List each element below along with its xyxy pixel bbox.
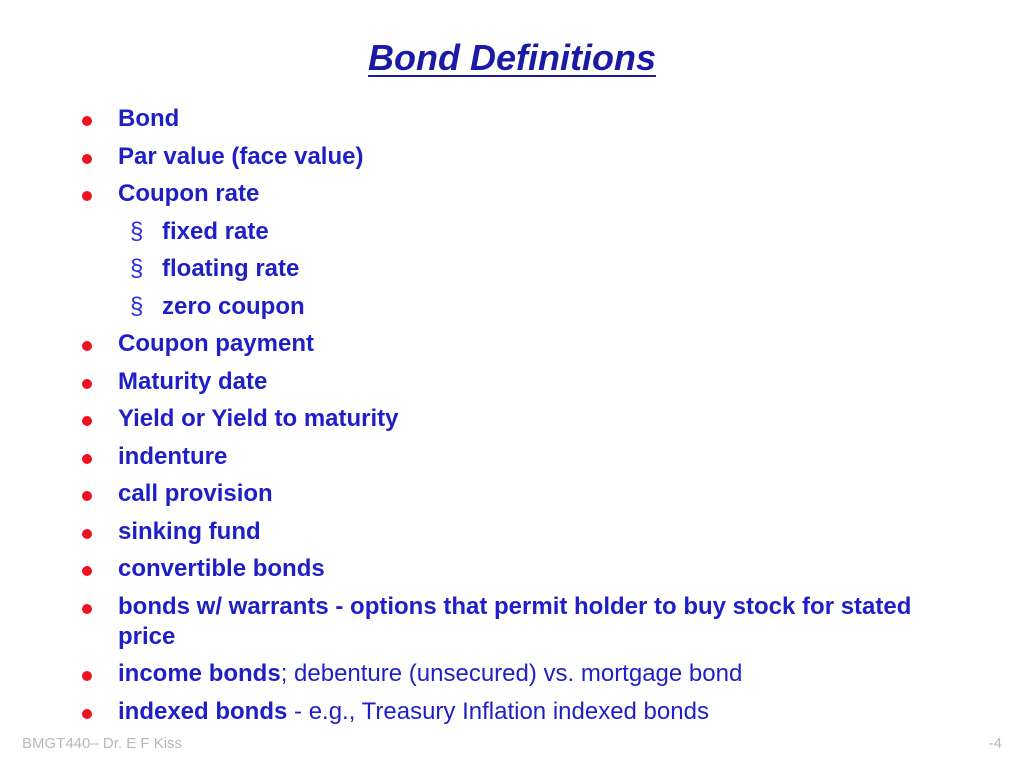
item-text: Yield or Yield to maturity: [118, 405, 399, 432]
item-text: Par value (face value): [118, 142, 364, 170]
bullet-list: [0, 104, 948, 734]
bullet-dot-icon: [82, 341, 92, 351]
item-text: floating rate: [162, 255, 300, 282]
item-text: bonds w/ warrants - options that permit holder to buy stock for stated price: [118, 592, 912, 650]
bullet-dot-icon: [82, 529, 92, 539]
item-text: call provision: [118, 480, 273, 507]
list-item-bond: [0, 104, 948, 134]
list-item-indexed-bonds: [0, 697, 948, 727]
item-text: Coupon payment: [118, 330, 314, 357]
item-text: sinking fund: [118, 517, 261, 545]
bullet-dot-icon: [82, 454, 92, 464]
item-detail: - e.g., Treasury Inflation indexed bonds: [287, 697, 709, 725]
section-bullet-icon: §: [130, 255, 144, 282]
bullet-dot-icon: [82, 491, 92, 501]
item-text: Maturity date: [118, 367, 268, 395]
item-text: Bond: [118, 105, 180, 132]
item-text: Coupon rate: [118, 180, 260, 207]
bullet-dot-icon: [82, 604, 92, 614]
sub-item-floating-rate: [0, 254, 948, 284]
section-bullet-icon: §: [130, 217, 144, 245]
item-term: indexed bonds: [118, 697, 288, 725]
bullet-dot-icon: [82, 116, 92, 126]
item-term: income bonds: [118, 660, 281, 687]
list-item-bonds-warrants: [0, 592, 948, 652]
list-item-indenture: [0, 442, 948, 472]
bullet-dot-icon: [82, 566, 92, 576]
list-item-income-bonds: [0, 659, 948, 689]
list-item-coupon-payment: [0, 329, 948, 359]
item-detail: ; debenture (unsecured) vs. mortgage bond: [280, 660, 743, 687]
list-item-convertible-bonds: [0, 554, 948, 584]
list-item-sinking-fund: [0, 517, 948, 547]
bullet-dot-icon: [82, 709, 92, 719]
item-text: convertible bonds: [118, 555, 325, 582]
slide-title: Bond Definitions: [368, 37, 656, 78]
list-item-call-provision: [0, 479, 948, 509]
item-text: fixed rate: [162, 217, 269, 245]
list-item-yield: [0, 404, 948, 434]
sub-item-zero-coupon: [0, 292, 948, 322]
item-text: indenture: [118, 442, 228, 470]
sub-item-fixed-rate: [0, 217, 948, 247]
section-bullet-icon: §: [130, 292, 144, 320]
footer-page-number: -4: [988, 735, 1002, 752]
bullet-dot-icon: [82, 416, 92, 426]
list-item-coupon-rate: [0, 179, 948, 209]
item-text: zero coupon: [162, 292, 305, 320]
bullet-dot-icon: [82, 191, 92, 201]
bullet-dot-icon: [82, 154, 92, 164]
footer-course: BMGT440– Dr. E F Kiss: [22, 735, 183, 752]
list-item-par-value: [0, 142, 948, 172]
bullet-dot-icon: [82, 379, 92, 389]
bullet-dot-icon: [82, 671, 92, 681]
list-item-maturity-date: [0, 367, 948, 397]
